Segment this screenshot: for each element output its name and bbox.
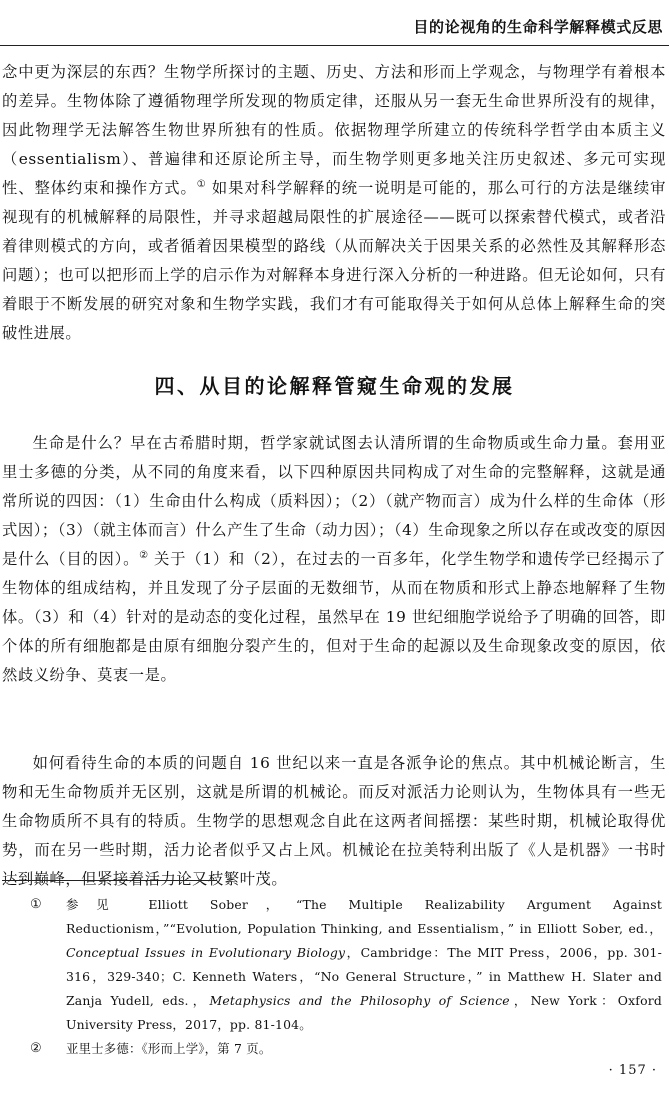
running-head: 目的论视角的生命科学解释模式反思 bbox=[413, 18, 663, 36]
book-title: Conceptual Issues in Evolutionary Biology bbox=[66, 945, 346, 960]
footnotes bbox=[30, 893, 662, 1061]
footnote-2 bbox=[30, 1037, 662, 1061]
footnote-marker: ① bbox=[30, 897, 42, 912]
footnote-text-part: ，Cambridge：The MIT Press，2006，pp. 301-316，329-340；C. Kenneth Waters，“No General Structure，” in Matthew H. Slater and Zanja Yudell, eds.， bbox=[66, 945, 663, 1008]
footnote-text-part: 参见 Elliott Sober，“The Multiple Realizability Argument Against Reductionism，”“Evolution, Population Thinking, and Essentialism，” in Elliott Sober, ed.， bbox=[66, 897, 662, 936]
footnote-1 bbox=[30, 893, 662, 1037]
header-rule bbox=[0, 45, 669, 46]
paragraph-continuation bbox=[2, 58, 666, 348]
footnote-rule bbox=[2, 880, 217, 881]
paragraph bbox=[2, 749, 666, 894]
paragraph bbox=[2, 429, 666, 690]
footnote-ref-2[interactable]: ② bbox=[139, 549, 149, 561]
paragraph-text: 关于（1）和（2），在过去的一百多年，化学生物学和遗传学已经揭示了生物体的组成结构，并且发现了分子层面的无数细节，从而在物质和形式上静态地解释了生物体。（3）和（4）针对的是动态的变化过程，虽然早在 19 世纪细胞学说给予了明确的回答，即个体的所有细胞都是由原有细胞分裂产生的，但对于生命的起源以及生命现象改变的原因，依然歧义纷争、莫衷一是。 bbox=[2, 550, 666, 684]
section-heading: 四、从目的论解释管窥生命观的发展 bbox=[154, 374, 515, 398]
page-number: · 157 · bbox=[608, 1063, 657, 1078]
footnote-ref-1[interactable]: ① bbox=[196, 178, 207, 190]
footnote-text: 亚里士多德：《形而上学》，第 7 页。 bbox=[66, 1041, 272, 1056]
paragraph-text: 如果对科学解释的统一说明是可能的，那么可行的方法是继续审视现有的机械解释的局限性，并寻求超越局限性的扩展途径——既可以探索替代模式，或者沿着律则模式的方向，或者循着因果模型的路线（从而解决关于因果关系的必然性及其解释形态问题）；也可以把形而上学的启示作为对解释本身进行深入分析的一种进路。但无论如何，只有着眼于不断发展的研究对象和生物学实践，我们才有可能取得关于如何从总体上解释生命的突破性进展。 bbox=[2, 179, 666, 342]
footnote-text-part: ，New York：Oxford University Press，2017，pp. 81-104。 bbox=[66, 993, 663, 1032]
footnote-marker: ② bbox=[30, 1041, 42, 1056]
paragraph-text: 如何看待生命的本质的问题自 16 世纪以来一直是各派争论的焦点。其中机械论断言，生物和无生命物质并无区别，这就是所谓的机械论。而反对派活力论则认为，生物体具有一些无生命物质所不具有的特质。生物学的思想观念自此在这两者间摇摆：某些时期，机械论取得优势，而在另一些时期，活力论者似乎又占上风。机械论在拉美特利出版了《人是机器》一书时达到巅峰，但紧接着活力论又枝繁叶茂。 bbox=[2, 754, 666, 888]
paragraph-text: 念中更为深层的东西？生物学所探讨的主题、历史、方法和形而上学观念，与物理学有着根本的差异。生物体除了遵循物理学所发现的物质定律，还服从另一套无生命世界所没有的规律，因此物理学无法解答生物世界所独有的性质。依据物理学所建立的传统科学哲学由本质主义（essentialism）、普遍律和还原论所主导，而生物学则更多地关注历史叙述、多元可实现性、整体约束和操作方式。 bbox=[2, 63, 666, 197]
book-title: Metaphysics and the Philosophy of Science bbox=[209, 993, 510, 1008]
footnote-text bbox=[66, 893, 662, 1037]
paragraph-text: 生命是什么？早在古希腊时期，哲学家就试图去认清所谓的生命物质或生命力量。套用亚里士多德的分类，从不同的角度来看，以下四种原因共同构成了对生命的完整解释，这就是通常所说的四因：（1）生命由什么构成（质料因）；（2）（就产物而言）成为什么样的生命体（形式因）；（3）（就主体而言）什么产生了生命（动力因）；（4）生命现象之所以存在或改变的原因是什么（目的因）。 bbox=[2, 434, 666, 568]
